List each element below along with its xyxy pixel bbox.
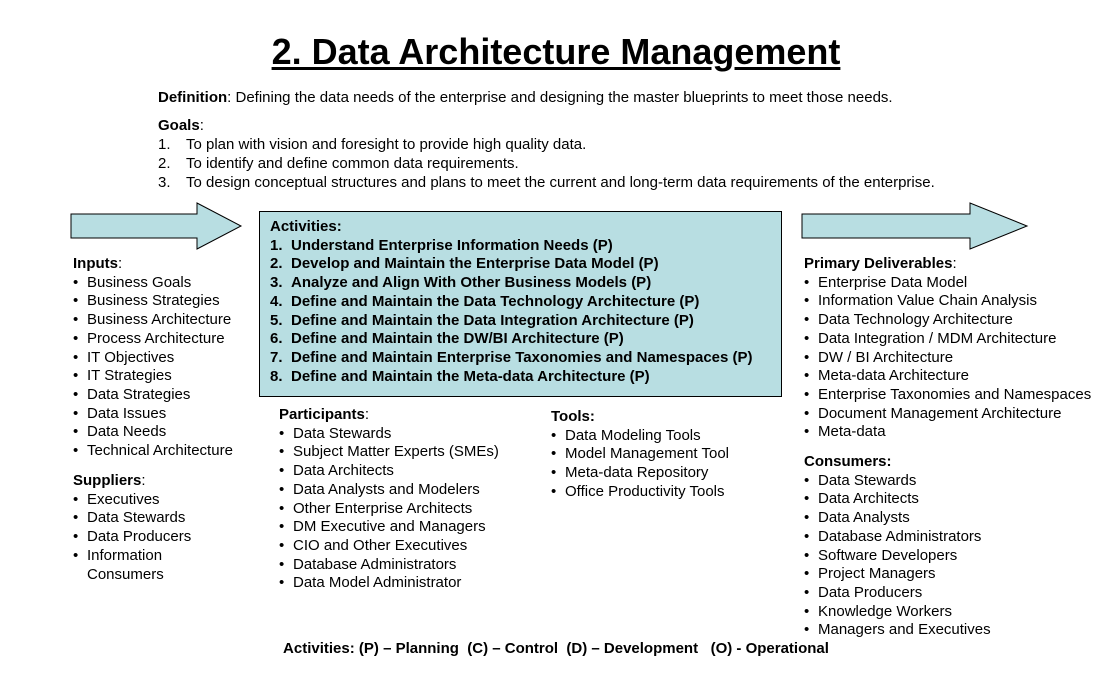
goal-item-text: To design conceptual structures and plans to meet the current and long-term data requirements of the enterprise.: [186, 174, 935, 191]
consumers-list: [804, 472, 991, 640]
deliverables-section: Primary Deliverables: • Enterprise Data Model • Information Value Chain Analysis • Data Technology Architecture • Data Integration / MDM Architecture • DW / BI Architecture • Meta-data Architecture • Enterprise Taxonomies and Namespaces • Document Management Architecture • Meta-data: [804, 255, 1091, 442]
activity-item-text: Define and Maintain the Data Technology Architecture (P): [291, 292, 700, 310]
definition-label: Definition: [158, 89, 228, 106]
inputs-list: [73, 274, 233, 461]
participants-list: [279, 425, 499, 593]
deliverable-item: • Document Management Architecture: [804, 405, 1091, 424]
deliverables-list: [804, 274, 1091, 442]
page-title: 2. Data Architecture Management: [271, 31, 841, 72]
input-item: • Data Issues: [73, 405, 233, 424]
input-item: • Business Strategies: [73, 292, 233, 311]
input-item: • Technical Architecture: [73, 442, 233, 461]
goal-item: [158, 173, 935, 192]
deliverables-title: Primary Deliverables: [804, 255, 953, 272]
tools-title: Tools:: [551, 408, 595, 425]
supplier-item: • Executives: [73, 491, 191, 510]
participant-item: • Database Administrators: [279, 556, 499, 575]
activity-item-number: 8.: [270, 367, 283, 385]
activity-item-number: 1.: [270, 236, 283, 254]
deliverable-item: • Enterprise Data Model: [804, 274, 1091, 293]
input-item: • Process Architecture: [73, 330, 233, 349]
deliverable-item: • DW / BI Architecture: [804, 349, 1091, 368]
participant-item: • CIO and Other Executives: [279, 537, 499, 556]
input-item: • Business Architecture: [73, 311, 233, 330]
deliverable-item: • Meta-data: [804, 423, 1091, 442]
activity-item: [270, 274, 771, 293]
inputs-title: Inputs: [73, 255, 118, 272]
deliverable-item: • Enterprise Taxonomies and Namespaces: [804, 386, 1091, 405]
participant-item: • Subject Matter Experts (SMEs): [279, 443, 499, 462]
participant-item: • Other Enterprise Architects: [279, 500, 499, 519]
suppliers-continuation: Consumers: [87, 565, 164, 583]
tool-item: • Meta-data Repository: [551, 464, 729, 483]
tool-item: • Data Modeling Tools: [551, 427, 729, 446]
activity-item-text: Define and Maintain the Data Integration Architecture (P): [291, 311, 694, 329]
participants-section: Participants: • Data Stewards • Subject Matter Experts (SMEs) • Data Architects • Data Analysts and Modelers • Other Enterprise Architects • DM Executive and Managers • CIO and Other Executives • Database Administrators • Data Model Administrator: [279, 406, 499, 593]
tool-item: • Model Management Tool: [551, 445, 729, 464]
activity-legend: Activities: (P) – Planning (C) – Control (D) – Development (O) - Operational: [283, 640, 829, 657]
activity-item: [270, 255, 771, 274]
goals-list: [158, 135, 935, 192]
activity-item: [270, 237, 771, 256]
goals-label: Goals: [158, 117, 200, 134]
goal-item: [158, 135, 935, 154]
suppliers-section: Suppliers: • Executives • Data Stewards • Data Producers • Information Consumers: [73, 472, 191, 584]
participant-item: • Data Architects: [279, 462, 499, 481]
tools-list: [551, 427, 729, 502]
activity-item: [270, 349, 771, 368]
activity-item-number: 6.: [270, 330, 283, 348]
activity-item-number: 5.: [270, 311, 283, 329]
activity-item-number: 7.: [270, 348, 283, 366]
input-item: • IT Objectives: [73, 349, 233, 368]
goal-item-text: To plan with vision and foresight to provide high quality data.: [186, 136, 587, 153]
goal-item-text: To identify and define common data requirements.: [186, 155, 519, 172]
definition: [158, 88, 893, 107]
activities-list: [270, 237, 771, 387]
consumers-section: [804, 453, 991, 640]
tool-item: • Office Productivity Tools: [551, 483, 729, 502]
activity-item-text: Analyze and Align With Other Business Models (P): [291, 274, 652, 292]
output-arrow-icon: [801, 202, 1031, 252]
activity-item-number: 3.: [270, 274, 283, 292]
deliverable-item: • Meta-data Architecture: [804, 367, 1091, 386]
input-arrow-icon: [70, 202, 244, 252]
goal-item-number: 2.: [158, 155, 171, 172]
tools-section: [551, 408, 729, 502]
goal-item: [158, 154, 935, 173]
activity-item-text: Define and Maintain the DW/BI Architecture (P): [291, 330, 624, 348]
supplier-item: • Data Producers: [73, 528, 191, 547]
inputs-section: Inputs: • Business Goals • Business Strategies • Business Architecture • Process Architecture • IT Objectives • IT Strategies • Data Strategies • Data Issues • Data Needs • Technical Architecture: [73, 255, 233, 461]
participants-title: Participants: [279, 406, 365, 423]
goal-item-number: 3.: [158, 174, 171, 191]
activity-item-text: Develop and Maintain the Enterprise Data Model (P): [291, 255, 659, 273]
definition-text: : Defining the data needs of the enterprise and designing the master blueprints to meet those needs.: [227, 89, 893, 106]
consumer-item: • Database Administrators: [804, 528, 991, 547]
activities-title: Activities:: [270, 218, 342, 235]
consumer-item: • Data Analysts: [804, 509, 991, 528]
input-item: • Data Strategies: [73, 386, 233, 405]
deliverable-item: • Data Technology Architecture: [804, 311, 1091, 330]
deliverable-item: • Data Integration / MDM Architecture: [804, 330, 1091, 349]
suppliers-list: [73, 491, 191, 566]
input-item: • IT Strategies: [73, 367, 233, 386]
participant-item: • Data Stewards: [279, 425, 499, 444]
activity-item: [270, 293, 771, 312]
goals: Goals: 1. To plan with vision and foresight to provide high quality data. 2. To identify and define common data requirements. 3. To design conceptual structures and plans to meet the current and long-term data requirements of the enterprise.: [158, 117, 935, 191]
activity-item-number: 4.: [270, 292, 283, 310]
activities-box: [259, 211, 782, 397]
deliverable-item: • Information Value Chain Analysis: [804, 292, 1091, 311]
activity-item-number: 2.: [270, 255, 283, 273]
activity-item-text: Define and Maintain Enterprise Taxonomies and Namespaces (P): [291, 348, 753, 366]
supplier-item: • Information: [73, 547, 191, 566]
participant-item: • Data Analysts and Modelers: [279, 481, 499, 500]
input-item: • Business Goals: [73, 274, 233, 293]
participant-item: • DM Executive and Managers: [279, 518, 499, 537]
consumer-item: • Project Managers: [804, 565, 991, 584]
activity-item: [270, 368, 771, 387]
consumer-item: • Software Developers: [804, 547, 991, 566]
consumers-title: Consumers:: [804, 453, 892, 470]
input-item: • Data Needs: [73, 423, 233, 442]
consumer-item: • Knowledge Workers: [804, 603, 991, 622]
activity-item-text: Define and Maintain the Meta-data Architecture (P): [291, 367, 650, 385]
consumer-item: • Data Producers: [804, 584, 991, 603]
supplier-item: • Data Stewards: [73, 509, 191, 528]
consumer-item: • Data Stewards: [804, 472, 991, 491]
activity-item-text: Understand Enterprise Information Needs (P): [291, 236, 613, 254]
consumer-item: • Managers and Executives: [804, 621, 991, 640]
activity-item: [270, 312, 771, 331]
participant-item: • Data Model Administrator: [279, 574, 499, 593]
goal-item-number: 1.: [158, 136, 171, 153]
activity-item: [270, 330, 771, 349]
consumer-item: • Data Architects: [804, 490, 991, 509]
suppliers-title: Suppliers: [73, 472, 142, 489]
